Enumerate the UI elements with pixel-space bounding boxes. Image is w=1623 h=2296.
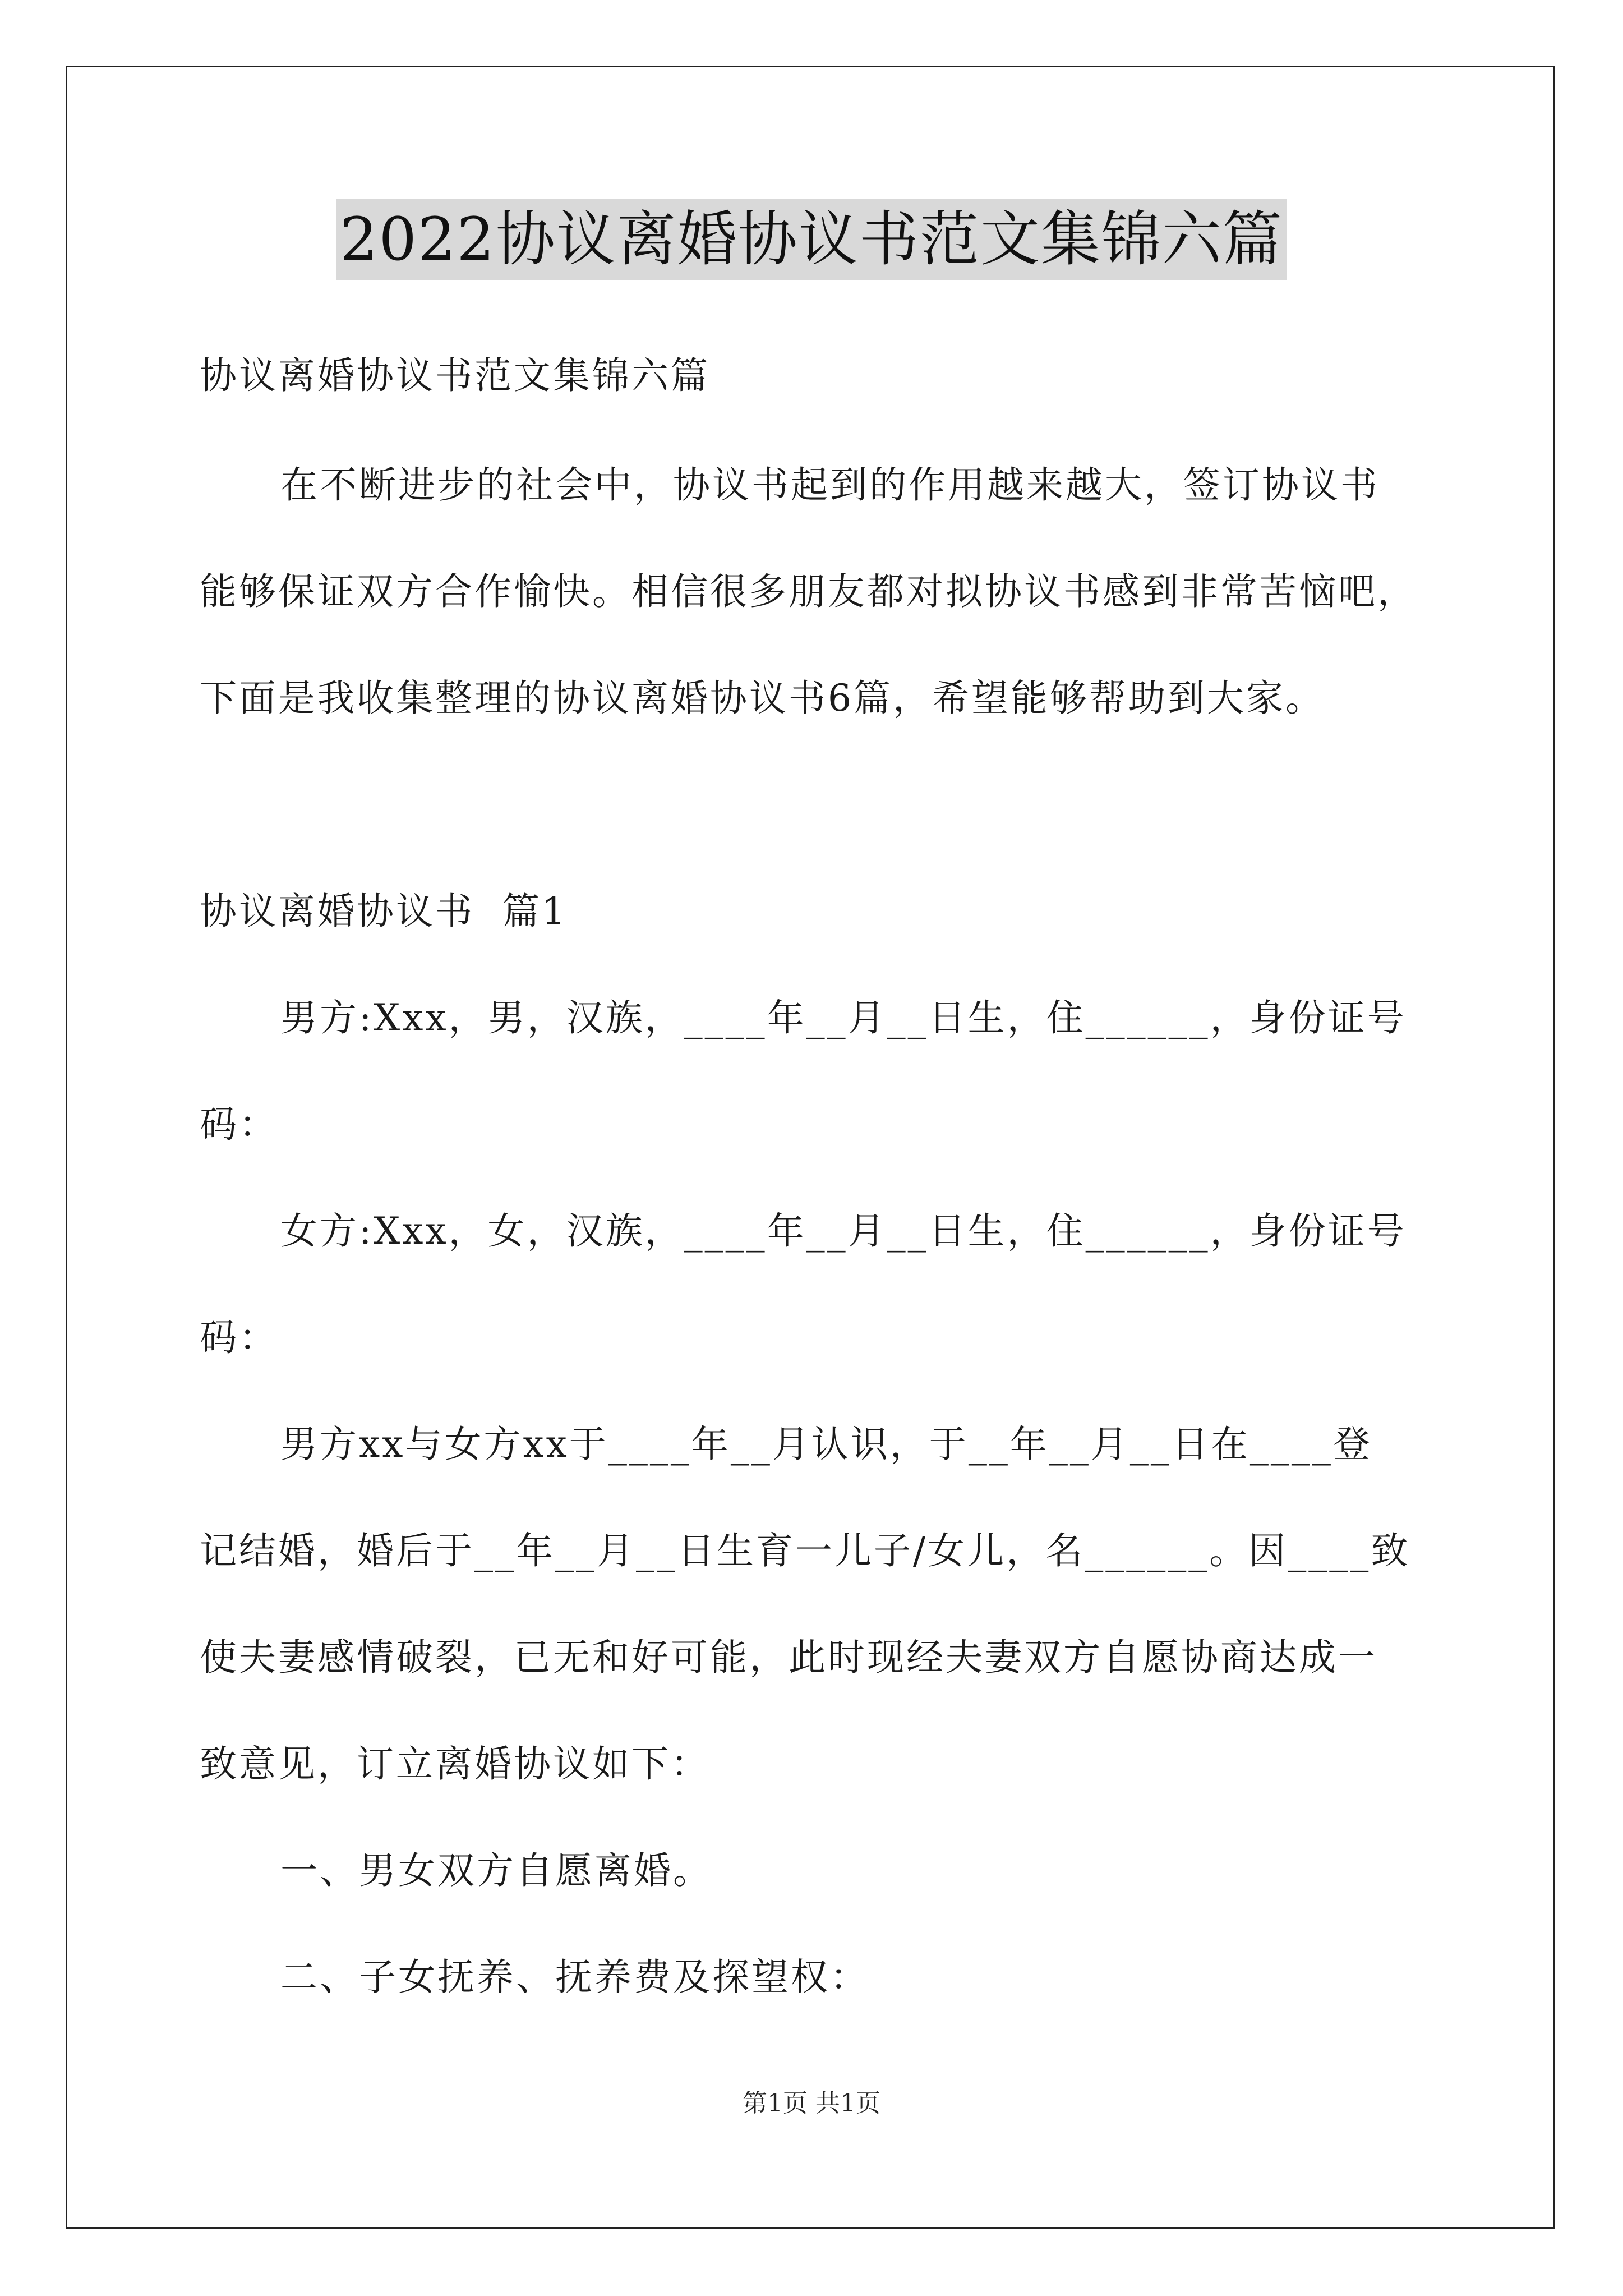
- paragraph-line: 记结婚，婚后于__年__月__日生育一儿子/女儿，名______。因____致: [200, 1529, 1410, 1572]
- document-title: 2022协议离婚协议书范文集锦六篇: [336, 199, 1287, 280]
- section-heading: 协议离婚协议书 篇1: [200, 890, 568, 933]
- paragraph-line: 致意见，订立离婚协议如下：: [200, 1742, 710, 1786]
- subtitle-line: 协议离婚协议书范文集锦六篇: [200, 354, 710, 397]
- paragraph-line: 码：: [200, 1316, 278, 1359]
- paragraph-line: 码：: [200, 1103, 278, 1146]
- paragraph-line: 使夫妻感情破裂，已无和好可能，此时现经夫妻双方自愿协商达成一: [200, 1636, 1377, 1679]
- paragraph-line: 下面是我收集整理的协议离婚协议书6篇，希望能够帮助到大家。: [200, 677, 1325, 720]
- paragraph-line: 男方:Xxx，男，汉族，____年__月__日生，住______，身份证号: [280, 996, 1407, 1039]
- paragraph-line: 一、男女双方自愿离婚。: [280, 1849, 712, 1892]
- paragraph-line: 女方:Xxx，女，汉族，____年__月__日生，住______，身份证号: [280, 1209, 1407, 1253]
- paragraph-line: 在不断进步的社会中，协议书起到的作用越来越大，签订协议书: [280, 463, 1380, 507]
- title-container: [0, 199, 1623, 280]
- paragraph-line: 男方xx与女方xx于____年__月认识，于__年__月__日在____登: [280, 1423, 1372, 1466]
- paragraph-line: 能够保证双方合作愉快。相信很多朋友都对拟协议书感到非常苦恼吧，: [200, 570, 1417, 613]
- paragraph-line: 二、子女抚养、抚养费及探望权：: [280, 1955, 869, 1999]
- page-footer: 第1页 共1页: [743, 2089, 880, 2118]
